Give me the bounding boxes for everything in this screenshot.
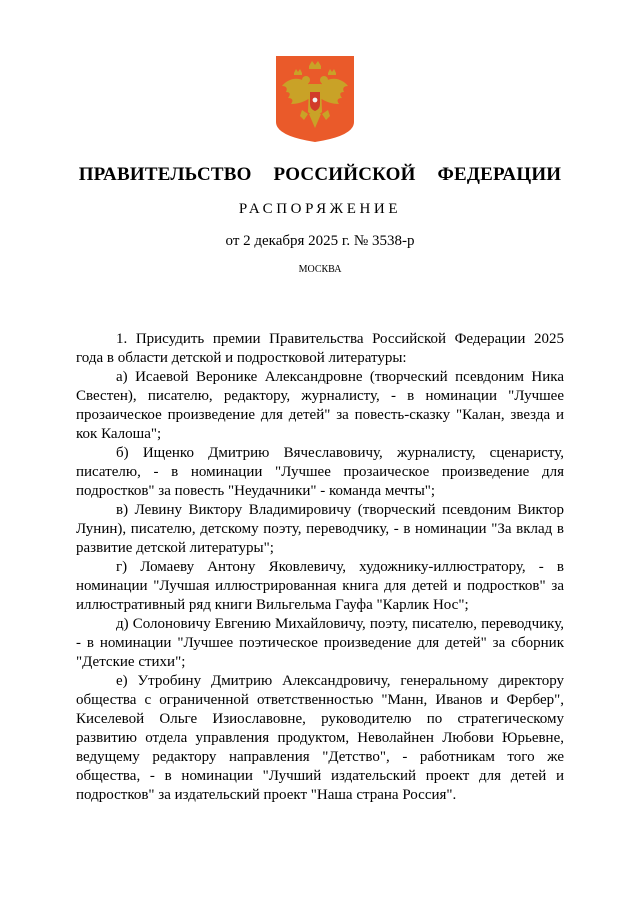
government-title: ПРАВИТЕЛЬСТВО РОССИЙСКОЙ ФЕДЕРАЦИИ <box>78 164 562 185</box>
paragraph-d: г) Ломаеву Антону Яковлевичу, художнику-иллюстратору, - в номинации "Лучшая иллюстрированная книга для детей и подростков" за иллюстративный ряд книги Вильгельма Гауфа "Карлик Нос"; <box>76 559 564 613</box>
document-type: РАСПОРЯЖЕНИЕ <box>238 201 402 217</box>
paragraph-f: е) Утробину Дмитрию Александровичу, генеральному директору общества с ограниченной ответственностью "Манн, Иванов и Фербер", Киселевой Ольге Изиославовне, руководителю по стратегическому развитию отдела управления продуктом, Неволайнен Любови Юрьевне, ведущему редактору направления "Детство", - работникам того же общества, - в номинации "Лучший издательский проект для детей и подростков" за издательский проект "Наша страна Россия". <box>76 673 564 803</box>
paragraph-c: в) Левину Виктору Владимировичу (творческий псевдоним Виктор Лунин), писателю, детскому поэту, переводчику, - в номинации "За вклад в развитие детской литературы"; <box>76 502 564 556</box>
document-date-number: от 2 декабря 2025 г. № 3538-р <box>225 233 415 249</box>
paragraph-e: д) Солоновичу Евгению Михайловичу, поэту, писателю, переводчику, - в номинации "Лучшее поэтическое произведение для детей" за сборник "Детские стихи"; <box>76 616 564 670</box>
coat-of-arms-icon <box>276 56 354 142</box>
order-text <box>76 330 564 805</box>
paragraph-b: б) Ищенко Дмитрию Вячеславовичу, журналисту, сценаристу, писателю, - в номинации "Лучшее прозаическое произведение для подростков" за повесть "Неудачники" - команда мечты"; <box>76 445 564 499</box>
document-city: МОСКВА <box>298 264 342 275</box>
emblem <box>276 56 354 142</box>
paragraph-a: а) Исаевой Веронике Александровне (творческий псевдоним Ника Свестен), писателю, редактору, журналисту, - в номинации "Лучшее прозаическое произведение для детей" за повесть-сказку "Калан, звезда и кок Калоша"; <box>76 369 564 442</box>
paragraph-main: 1. Присудить премии Правительства Российской Федерации 2025 года в области детской и подростковой литературы: <box>76 331 564 366</box>
